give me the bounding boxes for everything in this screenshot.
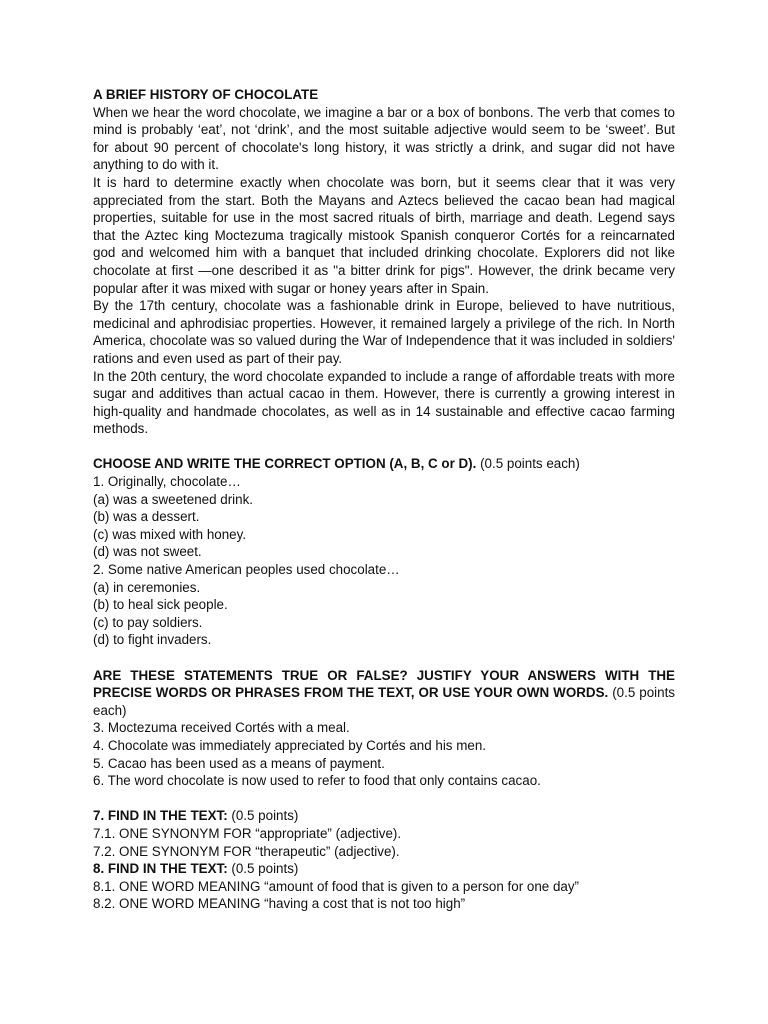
statement-3: 3. Moctezuma received Cortés with a meal. bbox=[93, 720, 350, 736]
spacer bbox=[93, 649, 675, 667]
question-2-option-c: (c) to pay soldiers. bbox=[93, 614, 203, 630]
find-section-8-heading bbox=[93, 860, 675, 878]
paragraph-4: In the 20th century, the word chocolate expanded to include a range of affordable treats with more sugar and additives than actual cacao in them. However, there is currently a growing interest in high-quality and handmade chocolates, as well as in 14 sustainable and effective cacao farming methods. bbox=[93, 368, 675, 437]
question-1-stem: 1. Originally, chocolate… bbox=[93, 474, 241, 490]
paragraph-2: It is hard to determine exactly when chocolate was born, but it seems clear that it was very appreciated from the start. Both the Mayans and Aztecs believed the cacao bean had magical properties, suitable for use in the most sacred rituals of birth, marriage and death. Legend says that the Aztec king Moctezuma tragically mistook Spanish conqueror Cortés for a reincarnated god and welcomed him with a banquet that included drinking chocolate. Explorers did not like chocolate at first —one described it as "a bitter drink for pigs". However, the drink became very popular after it was mixed with sugar or honey years after in Spain. bbox=[93, 174, 675, 296]
find-8-points: (0.5 points) bbox=[227, 861, 299, 877]
question-2-option-b: (b) to heal sick people. bbox=[93, 597, 228, 613]
item-7-2: 7.2. ONE SYNONYM FOR “therapeutic” (adjective). bbox=[93, 843, 400, 859]
question-2-option-a: (a) in ceremonies. bbox=[93, 579, 201, 595]
item-7-1: 7.1. ONE SYNONYM FOR “appropriate” (adjective). bbox=[93, 825, 402, 841]
choose-points: (0.5 points each) bbox=[476, 456, 580, 472]
true-false-points: (0.5 points each) bbox=[93, 685, 676, 718]
paragraph-3: By the 17th century, chocolate was a fashionable drink in Europe, believed to have nutritious, medicinal and aphrodisiac properties. However, it remained largely a privilege of the rich. In North America, chocolate was so valued during the War of Independence that it was included in soldiers' rations and even used as part of their pay. bbox=[93, 298, 675, 366]
choose-heading-text: CHOOSE AND WRITE THE CORRECT OPTION (A, B, C or D). bbox=[93, 456, 477, 472]
true-false-section-heading bbox=[93, 667, 675, 720]
choose-section-heading bbox=[93, 455, 675, 473]
find-7-heading-text: 7. FIND IN THE TEXT: bbox=[93, 808, 228, 824]
statement-5: 5. Cacao has been used as a means of payment. bbox=[93, 755, 385, 771]
question-2-stem: 2. Some native American peoples used chocolate… bbox=[93, 562, 400, 578]
question-1-option-a: (a) was a sweetened drink. bbox=[93, 491, 254, 507]
statement-4: 4. Chocolate was immediately appreciated by Cortés and his men. bbox=[93, 737, 486, 753]
paragraph-1: When we hear the word chocolate, we imagine a bar or a box of bonbons. The verb that comes to mind is probably ‘eat’, not ‘drink’, and the most suitable adjective would seem to be ‘sweet’. But for about 90 percent of chocolate's long history, it was strictly a drink, and sugar did not have anything to do with it. bbox=[93, 104, 675, 173]
find-7-points: (0.5 points) bbox=[227, 808, 299, 824]
item-8-1: 8.1. ONE WORD MEANING “amount of food that is given to a person for one day” bbox=[93, 878, 579, 894]
item-8-2: 8.2. ONE WORD MEANING “having a cost that is not too high” bbox=[93, 896, 466, 912]
question-2-option-d: (d) to fight invaders. bbox=[93, 632, 212, 648]
find-8-heading-text: 8. FIND IN THE TEXT: bbox=[93, 861, 228, 877]
true-false-heading-text: ARE THESE STATEMENTS TRUE OR FALSE? JUSTIFY YOUR ANSWERS WITH THE PRECISE WORDS OR PHRASES FROM THE TEXT, OR USE YOUR OWN WORDS. bbox=[93, 667, 675, 701]
question-1-option-c: (c) was mixed with honey. bbox=[93, 526, 247, 542]
spacer bbox=[93, 438, 675, 456]
statement-6: 6. The word chocolate is now used to refer to food that only contains cacao. bbox=[93, 773, 541, 789]
document-title: A BRIEF HISTORY OF CHOCOLATE bbox=[93, 87, 319, 102]
find-section-7-heading bbox=[93, 807, 675, 825]
spacer bbox=[93, 790, 675, 808]
question-1-option-b: (b) was a dessert. bbox=[93, 509, 200, 525]
question-1-option-d: (d) was not sweet. bbox=[93, 544, 202, 560]
